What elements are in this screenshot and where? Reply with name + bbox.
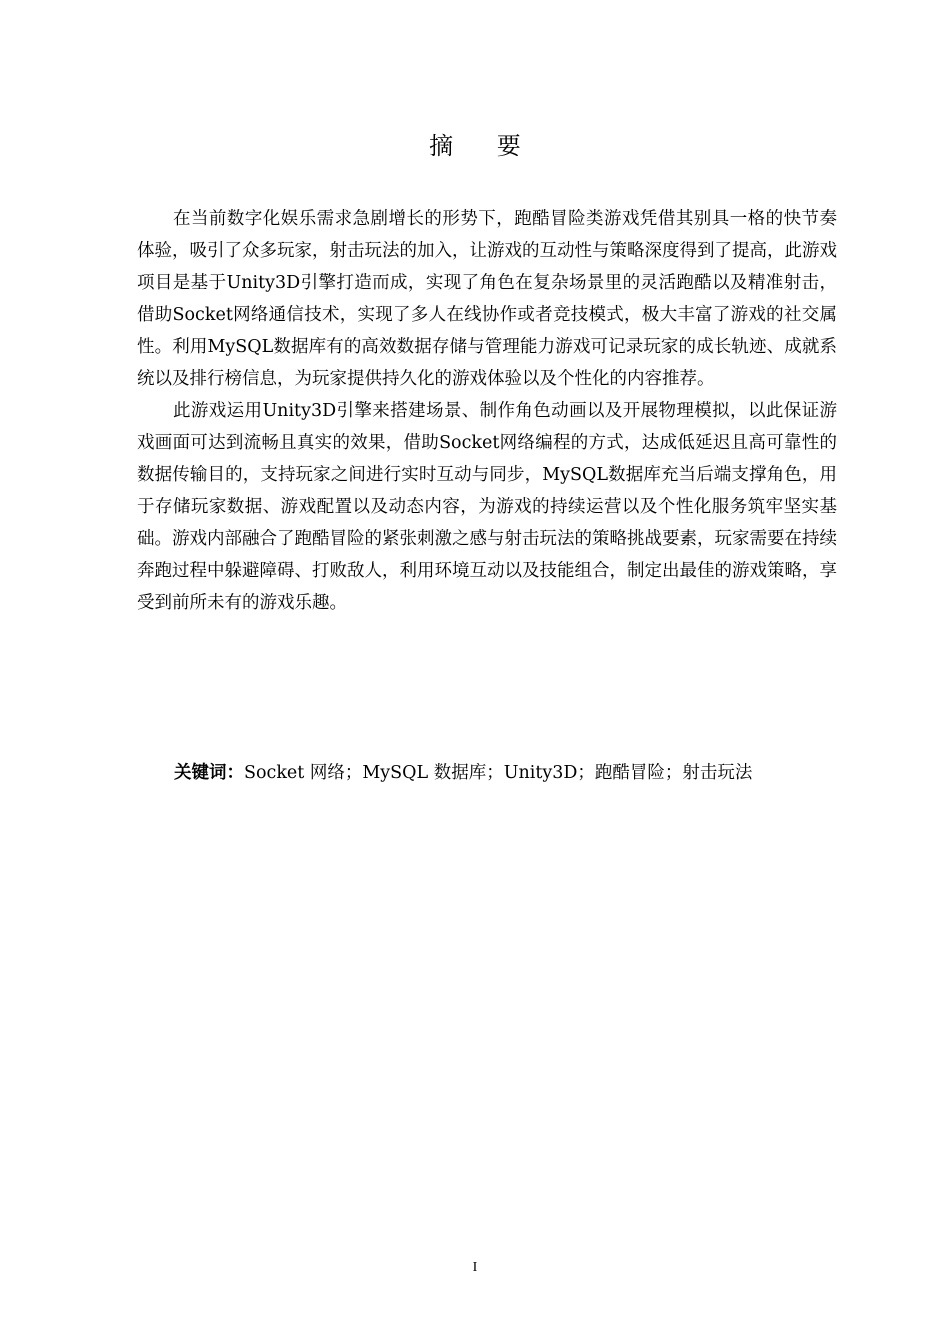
page-title: 摘 要 (429, 132, 539, 160)
abstract-paragraph-2: 此游戏运用Unity3D引擎来搭建场景、制作角色动画以及开展物理模拟，以此保证游戏画面可达到流畅且真实的效果，借助Socket网络编程的方式，达成低延迟且高可靠性的数据传输目的，支持玩家之间进行实时互动与同步，MySQL数据库充当后端支撑角色，用于存储玩家数据、游戏配置以及动态内容，为游戏的持续运营以及个性化服务筑牢坚实基础。游戏内部融合了跑酷冒险的紧张刺激之感与射击玩法的策略挑战要素，玩家需要在持续奔跑过程中躲避障碍、打败敌人，利用环境互动以及技能组合，制定出最佳的游戏策略，享受到前所未有的游戏乐趣。 (137, 401, 837, 613)
keywords-text: Socket 网络；MySQL 数据库；Unity3D；跑酷冒险；射击玩法 (244, 763, 753, 783)
keywords-label: 关键词： (174, 763, 244, 783)
keywords-line (174, 757, 834, 789)
abstract-body (137, 203, 837, 619)
abstract-paragraph-1: 在当前数字化娱乐需求急剧增长的形势下，跑酷冒险类游戏凭借其别具一格的快节奏体验，吸引了众多玩家，射击玩法的加入，让游戏的互动性与策略深度得到了提高，此游戏项目是基于Unity3D引擎打造而成，实现了角色在复杂场景里的灵活跑酷以及精准射击，借助Socket网络通信技术，实现了多人在线协作或者竞技模式，极大丰富了游戏的社交属性。利用MySQL数据库有的高效数据存储与管理能力游戏可记录玩家的成长轨迹、成就系统以及排行榜信息，为玩家提供持久化的游戏体验以及个性化的内容推荐。 (137, 209, 837, 389)
page-number: I (472, 1260, 478, 1275)
